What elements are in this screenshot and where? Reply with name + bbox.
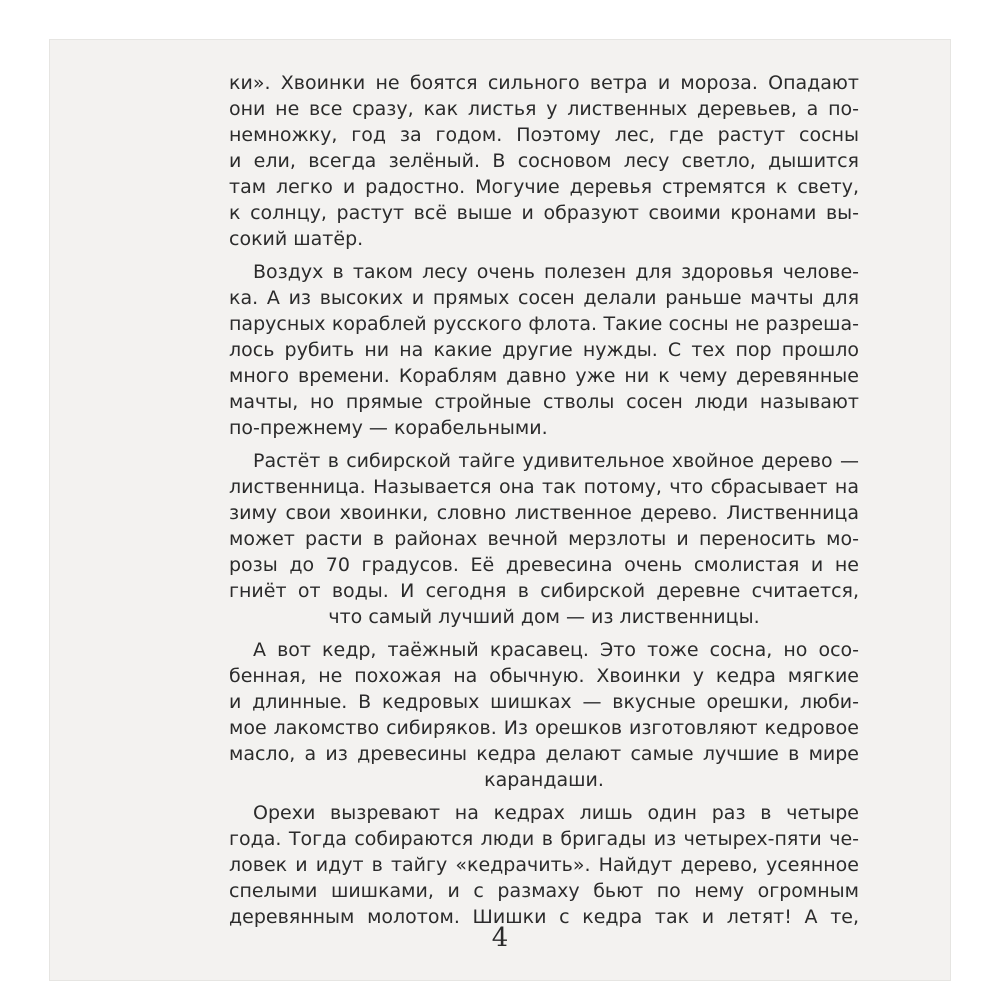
text-line: лось рубить ни на какие другие нужды. С тех пор прошло (229, 339, 859, 361)
text-line: деревянным молотом. Шишки с кедра так и летят! А те, (229, 906, 859, 928)
text-line: ки». Хвоинки не боятся сильного ветра и мороза. Опадают (229, 72, 859, 94)
text-line: А вот кедр, таёжный красавец. Это тоже сосна, но осо- (253, 639, 859, 661)
text-line: лиственница. Называется она так потому, что сбрасывает на (229, 476, 859, 498)
text-line: Воздух в таком лесу очень полезен для здоровья челове- (253, 261, 859, 283)
text-line: гниёт от воды. И сегодня в сибирской деревне считается, (229, 580, 859, 602)
text-line: мачты, но прямые стройные стволы сосен люди называют (229, 391, 859, 413)
text-line: розы до 70 градусов. Её древесина очень смолистая и не (229, 554, 859, 576)
text-line: что самый лучший дом — из лиственницы. (328, 606, 760, 628)
text-line: карандаши. (484, 769, 604, 791)
text-line: ловек и идут в тайгу «кедрачить». Найдут дерево, усеянное (229, 854, 859, 876)
text-line: Растёт в сибирской тайге удивительное хвойное дерево — (253, 450, 859, 472)
text-line: немножку, год за годом. Поэтому лес, где растут сосны (229, 124, 859, 146)
body-text (229, 70, 859, 930)
text-line: Орехи вызревают на кедрах лишь один раз в четыре (253, 802, 859, 824)
text-line: масло, а из древесины кедра делают самые лучшие в мире (229, 743, 859, 765)
paragraph-1 (229, 70, 859, 252)
text-line: бенная, не похожая на обычную. Хвоинки у кедра мягкие (229, 665, 859, 687)
paragraph-3 (229, 448, 859, 630)
text-line: много времени. Кораблям давно уже ни к чему деревянные (229, 365, 859, 387)
paragraph-2 (229, 259, 859, 441)
text-line: ка. А из высоких и прямых сосен делали раньше мачты для (229, 287, 859, 309)
text-line: года. Тогда собираются люди в бригады из четырех-пяти че- (229, 828, 859, 850)
text-line: парусных кораблей русского флота. Такие сосны не разреша- (229, 313, 859, 335)
text-line: по-прежнему — корабельными. (229, 417, 548, 439)
text-line: к солнцу, растут всё выше и образуют своими кронами вы- (229, 202, 859, 224)
page-number: 4 (491, 923, 509, 953)
paragraph-4 (229, 637, 859, 793)
text-line: там легко и радостно. Могучие деревья стремятся к свету, (229, 176, 859, 198)
text-line: мое лакомство сибиряков. Из орешков изготовляют кедровое (229, 717, 859, 739)
book-page (50, 40, 950, 980)
paragraph-5 (229, 800, 859, 930)
text-line: они не все сразу, как листья у лиственных деревьев, а по- (229, 98, 859, 120)
text-line: может расти в районах вечной мерзлоты и переносить мо- (229, 528, 859, 550)
text-line: зиму свои хвоинки, словно лиственное дерево. Лиственница (229, 502, 859, 524)
text-line: и длинные. В кедровых шишках — вкусные орешки, люби- (229, 691, 859, 713)
text-line: сокий шатёр. (229, 228, 364, 250)
text-line: спелыми шишками, и с размаху бьют по нему огромным (229, 880, 859, 902)
text-line: и ели, всегда зелёный. В сосновом лесу светло, дышится (229, 150, 859, 172)
